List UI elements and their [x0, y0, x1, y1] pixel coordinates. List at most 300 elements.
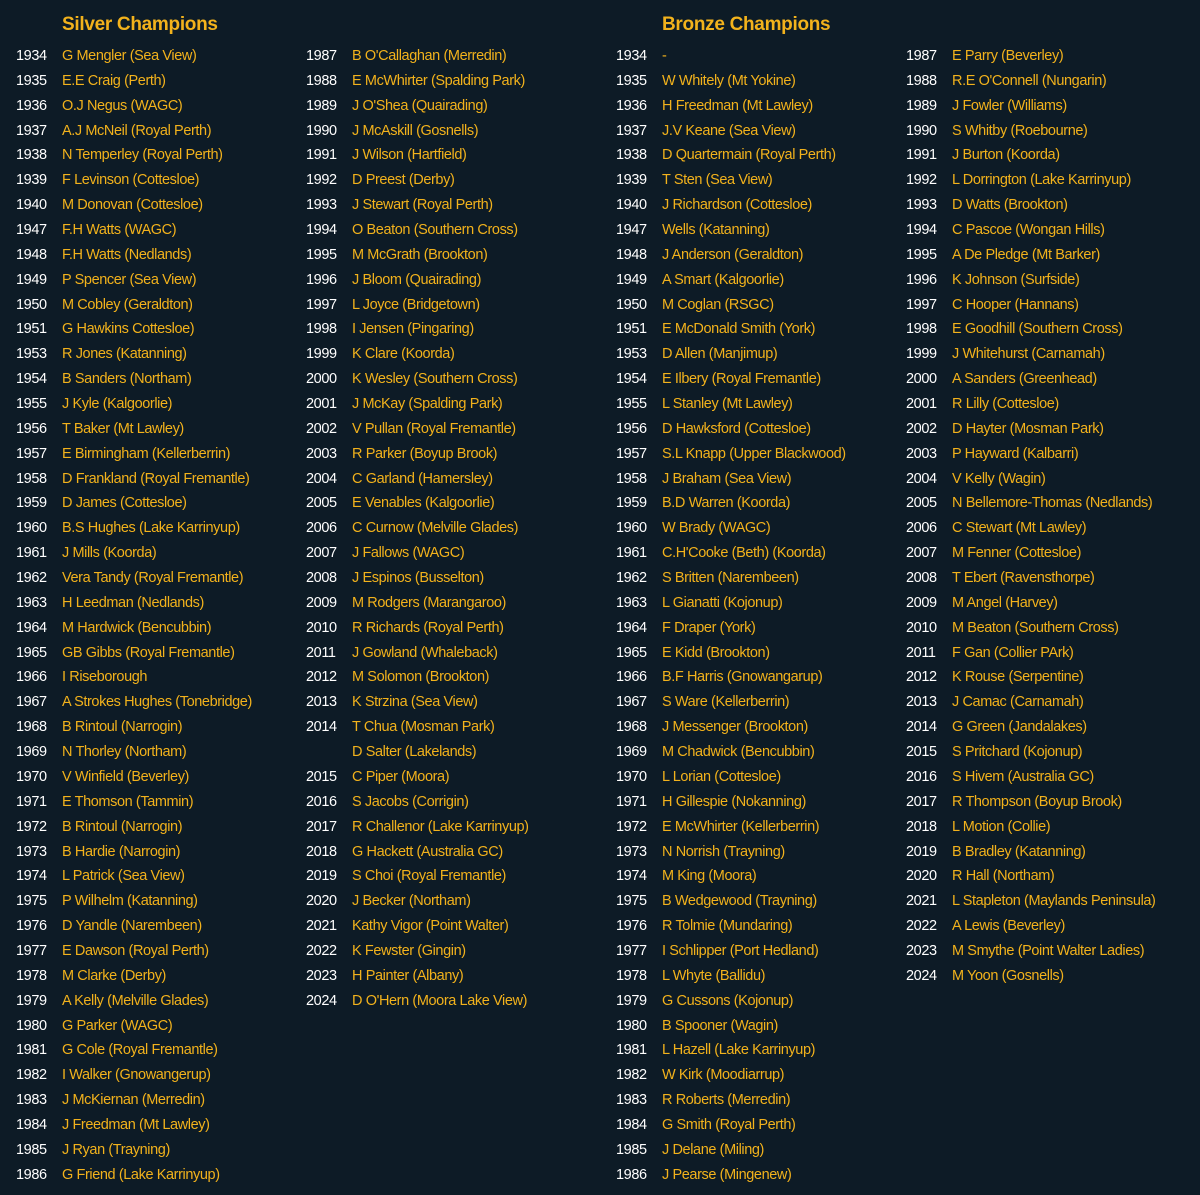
champion-row: [616, 69, 846, 94]
champion-name: D Preest (Derby): [352, 172, 455, 189]
champion-name: S Pritchard (Kojonup): [952, 744, 1083, 761]
champion-name: S Whitby (Roebourne): [952, 122, 1088, 139]
champion-year: 1965: [616, 644, 647, 661]
champion-row: [306, 790, 529, 815]
champion-row: [906, 44, 1155, 69]
champion-name: B Hardie (Narrogin): [62, 843, 181, 860]
champion-row: [16, 516, 252, 541]
champion-name: F Draper (York): [662, 619, 756, 636]
champion-row: [306, 44, 529, 69]
champion-year: 1947: [616, 222, 647, 239]
champion-name: W Kirk (Moodiarrup): [662, 1067, 785, 1084]
champion-name: J Wilson (Hartfield): [352, 147, 467, 164]
champion-year: 1978: [16, 967, 47, 984]
champion-year: 1955: [616, 396, 647, 413]
champion-year: 2000: [306, 371, 337, 388]
champion-year: 2012: [906, 669, 937, 686]
champion-row: [16, 566, 252, 591]
champion-year: 1983: [16, 1092, 47, 1109]
champion-name: R Hall (Northam): [952, 868, 1055, 885]
champion-year: 1975: [616, 893, 647, 910]
champion-name: J Anderson (Geraldton): [662, 246, 804, 263]
champion-row: [306, 442, 529, 467]
champion-year: 1957: [16, 445, 47, 462]
champion-name: I Riseborough: [62, 669, 148, 686]
champion-row: [16, 69, 252, 94]
champion-name: A De Pledge (Mt Barker): [952, 246, 1100, 263]
champion-row: [616, 218, 846, 243]
champion-year: 1986: [616, 1166, 647, 1183]
champion-name: Kathy Vigor (Point Walter): [352, 918, 509, 935]
champion-name: G Parker (WAGC): [62, 1017, 173, 1034]
champion-row: [306, 417, 529, 442]
champion-year: 1995: [906, 246, 937, 263]
champion-row: [306, 616, 529, 641]
champion-name: E.E Craig (Perth): [62, 72, 166, 89]
champion-year: 1993: [906, 197, 937, 214]
champion-year: 1997: [906, 296, 937, 313]
champion-row: [16, 417, 252, 442]
champion-row: [16, 641, 252, 666]
champion-name: V Winfield (Beverley): [62, 768, 189, 785]
champion-name: T Baker (Mt Lawley): [62, 420, 184, 437]
champion-name: R Challenor (Lake Karrinyup): [352, 818, 529, 835]
champion-row: [616, 1014, 846, 1039]
champion-name: M Angel (Harvey): [952, 594, 1058, 611]
champion-row: [616, 1163, 846, 1188]
champion-name: A Kelly (Melville Glades): [62, 992, 209, 1009]
champion-year: 1968: [16, 719, 47, 736]
champion-name: J Stewart (Royal Perth): [352, 197, 493, 214]
champion-year: 1938: [616, 147, 647, 164]
champion-name: M Rodgers (Marangaroo): [352, 594, 506, 611]
champion-year: 2022: [906, 918, 937, 935]
champion-row: [16, 840, 252, 865]
champion-name: E Venables (Kalgoorlie): [352, 495, 495, 512]
champion-name: B.F Harris (Gnowangarup): [662, 669, 823, 686]
champion-name: L Lorian (Cottesloe): [662, 768, 781, 785]
champion-row: [306, 317, 529, 342]
champion-name: L Stanley (Mt Lawley): [662, 396, 793, 413]
champion-row: [906, 914, 1155, 939]
champion-name: L Whyte (Ballidu): [662, 967, 766, 984]
champion-row: [16, 491, 252, 516]
champion-row: [616, 168, 846, 193]
champion-year: 1996: [306, 271, 337, 288]
champion-name: F.H Watts (WAGC): [62, 222, 177, 239]
champion-year: 1988: [306, 72, 337, 89]
champion-row: [616, 1138, 846, 1163]
champion-year: 1950: [616, 296, 647, 313]
champion-row: [306, 641, 529, 666]
champion-name: N Temperley (Royal Perth): [62, 147, 223, 164]
champion-name: F.H Watts (Nedlands): [62, 246, 192, 263]
champion-row: [306, 243, 529, 268]
champion-row: [616, 541, 846, 566]
champion-row: [16, 94, 252, 119]
champion-year: 1990: [306, 122, 337, 139]
champion-row: [616, 864, 846, 889]
champion-row: [906, 143, 1155, 168]
champion-row: [906, 616, 1155, 641]
champion-name: W Whitely (Mt Yokine): [662, 72, 796, 89]
champion-name: G Cussons (Kojonup): [662, 992, 794, 1009]
champion-name: R Tolmie (Mundaring): [662, 918, 793, 935]
champion-name: J Richardson (Cottesloe): [662, 197, 812, 214]
champion-name: E Thomson (Tammin): [62, 793, 194, 810]
champion-year: 2023: [306, 967, 337, 984]
champion-year: 2011: [306, 644, 336, 661]
champion-name: V Pullan (Royal Fremantle): [352, 420, 516, 437]
champion-name: S Ware (Kellerberrin): [662, 694, 790, 711]
champion-year: 1970: [616, 768, 647, 785]
champion-year: 1971: [16, 793, 47, 810]
champion-year: 1969: [16, 744, 47, 761]
champion-year: 2000: [906, 371, 937, 388]
champion-row: [616, 44, 846, 69]
champion-row: [616, 591, 846, 616]
champion-year: 1978: [616, 967, 647, 984]
champion-row: [16, 616, 252, 641]
champion-row: [616, 516, 846, 541]
champion-row: [906, 516, 1155, 541]
champion-name: V Kelly (Wagin): [952, 470, 1046, 487]
champion-row: [306, 367, 529, 392]
champion-name: E McWhirter (Kellerberrin): [662, 818, 820, 835]
champion-year: 2009: [306, 594, 337, 611]
champion-name: R Jones (Katanning): [62, 346, 187, 363]
champion-row: [616, 1113, 846, 1138]
champion-name: B Rintoul (Narrogin): [62, 818, 183, 835]
champion-row: [306, 491, 529, 516]
champion-year: 1939: [616, 172, 647, 189]
champion-name: J Mills (Koorda): [62, 545, 157, 562]
champion-name: M McGrath (Brookton): [352, 246, 488, 263]
champion-row: [306, 939, 529, 964]
champion-row: [906, 765, 1155, 790]
champion-name: R Thompson (Boyup Brook): [952, 793, 1122, 810]
champion-year: 1958: [616, 470, 647, 487]
champion-year: 1969: [616, 744, 647, 761]
champion-row: [616, 840, 846, 865]
champion-year: 2004: [306, 470, 337, 487]
champion-row: [16, 1014, 252, 1039]
champion-row: [16, 1063, 252, 1088]
champion-row: [906, 193, 1155, 218]
champion-row: [906, 268, 1155, 293]
champion-year: 1977: [16, 942, 47, 959]
champion-year: 2023: [906, 942, 937, 959]
champion-row: [906, 939, 1155, 964]
bronze-champions-title: Bronze Champions: [662, 14, 831, 35]
champion-year: 2021: [306, 918, 337, 935]
champion-name: E McWhirter (Spalding Park): [352, 72, 525, 89]
champion-year: 1994: [906, 222, 937, 239]
champion-row: [906, 342, 1155, 367]
champion-row: [16, 218, 252, 243]
champion-year: 1936: [616, 97, 647, 114]
champion-row: [16, 541, 252, 566]
champion-row: [306, 665, 529, 690]
champion-name: K Rouse (Serpentine): [952, 669, 1084, 686]
champion-row: [906, 243, 1155, 268]
champion-year: 2016: [906, 768, 937, 785]
champion-row: [616, 1063, 846, 1088]
champion-row: [906, 690, 1155, 715]
champion-name: M Smythe (Point Walter Ladies): [952, 942, 1145, 959]
champion-name: L Stapleton (Maylands Peninsula): [952, 893, 1156, 910]
champion-row: [906, 740, 1155, 765]
champion-name: J Braham (Sea View): [662, 470, 792, 487]
champion-row: [16, 765, 252, 790]
champion-row: [306, 715, 529, 740]
champion-year: 2013: [306, 694, 337, 711]
champion-year: 2014: [306, 719, 337, 736]
champion-name: C Pascoe (Wongan Hills): [952, 222, 1105, 239]
champion-name: K Strzina (Sea View): [352, 694, 478, 711]
champion-row: [16, 591, 252, 616]
champion-year: 1961: [16, 545, 47, 562]
champion-row: [306, 541, 529, 566]
champion-row: [616, 889, 846, 914]
champion-year: 2001: [306, 396, 337, 413]
champion-year: 1990: [906, 122, 937, 139]
champion-row: [16, 268, 252, 293]
champion-row: [306, 168, 529, 193]
champion-name: B Spooner (Wagin): [662, 1017, 778, 1034]
champion-year: 2017: [306, 818, 337, 835]
champion-name: J Fowler (Williams): [952, 97, 1067, 114]
champion-year: 1999: [306, 346, 337, 363]
champion-name: J Fallows (WAGC): [352, 545, 465, 562]
champion-row: [16, 740, 252, 765]
champion-name: H Gillespie (Nokanning): [662, 793, 806, 810]
champion-year: 2017: [906, 793, 937, 810]
champion-year: 2009: [906, 594, 937, 611]
champion-name: B Sanders (Northam): [62, 371, 192, 388]
champion-year: 1937: [616, 122, 647, 139]
champion-year: 1948: [16, 246, 47, 263]
champion-name: D Hawksford (Cottesloe): [662, 420, 811, 437]
champion-row: [306, 964, 529, 989]
champion-row: [906, 491, 1155, 516]
champion-name: E Parry (Beverley): [952, 48, 1064, 64]
champion-row: [906, 964, 1155, 989]
champion-name: C Garland (Hamersley): [352, 470, 493, 487]
champion-year: 1972: [616, 818, 647, 835]
champion-row: [906, 591, 1155, 616]
champion-year: 2024: [906, 967, 937, 984]
champion-name: J Delane (Miling): [662, 1141, 764, 1158]
champion-row: [616, 293, 846, 318]
champion-name: -: [662, 48, 667, 64]
champion-year: 1965: [16, 644, 47, 661]
champion-year: 2006: [906, 520, 937, 537]
champion-year: 1979: [616, 992, 647, 1009]
champion-row: [906, 889, 1155, 914]
champion-year: 1981: [616, 1042, 647, 1059]
champion-year: 2015: [306, 768, 337, 785]
champion-row: [16, 442, 252, 467]
champion-row: [16, 914, 252, 939]
champion-row: [906, 715, 1155, 740]
champion-year: 1980: [616, 1017, 647, 1034]
champion-name: M Hardwick (Bencubbin): [62, 619, 212, 636]
champion-name: B Wedgewood (Trayning): [662, 893, 817, 910]
champion-year: 1987: [306, 48, 337, 64]
champion-row: [616, 1038, 846, 1063]
champion-name: E Kidd (Brookton): [662, 644, 770, 661]
champion-year: 2014: [906, 719, 937, 736]
champion-year: 1973: [616, 843, 647, 860]
champion-year: 1949: [16, 271, 47, 288]
champion-row: [16, 293, 252, 318]
champion-row: [906, 94, 1155, 119]
champion-name: R Richards (Royal Perth): [352, 619, 504, 636]
champion-year: 2010: [306, 619, 337, 636]
champion-name: L Motion (Collie): [952, 818, 1051, 835]
champion-year: 1957: [616, 445, 647, 462]
champion-year: 1967: [16, 694, 47, 711]
champion-row: [616, 193, 846, 218]
champion-year: 1993: [306, 197, 337, 214]
champion-name: C Piper (Moora): [352, 768, 450, 785]
champion-year: 1989: [306, 97, 337, 114]
champion-year: 1972: [16, 818, 47, 835]
champion-year: 1971: [616, 793, 647, 810]
champion-year: 1947: [16, 222, 47, 239]
champion-row: [616, 268, 846, 293]
champion-year: 1989: [906, 97, 937, 114]
champion-year: 1963: [16, 594, 47, 611]
champion-year: 1953: [616, 346, 647, 363]
champion-name: N Bellemore-Thomas (Nedlands): [952, 495, 1153, 512]
champion-year: 1949: [616, 271, 647, 288]
champion-row: [306, 69, 529, 94]
champion-row: [16, 715, 252, 740]
champion-year: 1953: [16, 346, 47, 363]
champion-name: I Schlipper (Port Hedland): [662, 942, 819, 959]
champion-year: 1974: [16, 868, 47, 885]
champion-name: T Chua (Mosman Park): [352, 719, 495, 736]
champion-name: A Lewis (Beverley): [952, 918, 1065, 935]
champion-row: [16, 168, 252, 193]
champion-name: P Hayward (Kalbarri): [952, 445, 1079, 462]
champion-row: [16, 1163, 252, 1188]
champion-year: 1992: [306, 172, 337, 189]
champion-year: 1967: [616, 694, 647, 711]
champion-year: 1934: [16, 48, 47, 64]
champion-name: Wells (Katanning): [662, 222, 770, 239]
champion-year: 1951: [616, 321, 647, 338]
champion-year: 2008: [306, 570, 337, 587]
champion-name: R Lilly (Cottesloe): [952, 396, 1059, 413]
champion-row: [306, 218, 529, 243]
champion-name: N Thorley (Northam): [62, 744, 187, 761]
champion-row: [306, 815, 529, 840]
champion-year: 1984: [16, 1116, 47, 1133]
champion-name: J Messenger (Brookton): [662, 719, 808, 736]
champion-year: 2004: [906, 470, 937, 487]
champion-year: 1961: [616, 545, 647, 562]
champion-row: [616, 467, 846, 492]
champion-year: 1960: [16, 520, 47, 537]
champion-name: L Hazell (Lake Karrinyup): [662, 1042, 816, 1059]
champion-name: I Jensen (Pingaring): [352, 321, 474, 338]
champion-name: L Gianatti (Kojonup): [662, 594, 783, 611]
champion-name: D Frankland (Royal Fremantle): [62, 470, 250, 487]
champion-year: 1950: [16, 296, 47, 313]
champion-row: [16, 690, 252, 715]
champion-year: 1968: [616, 719, 647, 736]
champion-name: A Smart (Kalgoorlie): [662, 271, 784, 288]
champion-name: M Donovan (Cottesloe): [62, 197, 203, 214]
champion-row: [306, 342, 529, 367]
champion-name: L Patrick (Sea View): [62, 868, 185, 885]
champion-name: C Stewart (Mt Lawley): [952, 520, 1087, 537]
champion-row: [306, 516, 529, 541]
champion-year: 2022: [306, 942, 337, 959]
champion-row: [906, 119, 1155, 144]
champion-name: M Fenner (Cottesloe): [952, 545, 1081, 562]
champion-name: L Dorrington (Lake Karrinyup): [952, 172, 1131, 189]
champion-row: [16, 193, 252, 218]
champion-year: 1995: [306, 246, 337, 263]
champion-name: D Yandle (Narembeen): [62, 918, 202, 935]
champion-name: R Parker (Boyup Brook): [352, 445, 498, 462]
champion-name: P Spencer (Sea View): [62, 271, 197, 288]
champion-year: 1938: [16, 147, 47, 164]
champion-year: 2024: [306, 992, 337, 1009]
champion-year: 2002: [906, 420, 937, 437]
champion-name: T Ebert (Ravensthorpe): [952, 570, 1095, 587]
champion-row: [16, 939, 252, 964]
champion-row: [616, 566, 846, 591]
champion-row: [306, 268, 529, 293]
champion-row: [16, 1088, 252, 1113]
champion-row: [616, 367, 846, 392]
champion-name: D James (Cottesloe): [62, 495, 187, 512]
champion-row: [616, 94, 846, 119]
champion-name: A Strokes Hughes (Tonebridge): [62, 694, 252, 711]
champion-name: E Goodhill (Southern Cross): [952, 321, 1123, 338]
champion-name: G Cole (Royal Fremantle): [62, 1042, 218, 1059]
champion-year: 1960: [616, 520, 647, 537]
champion-name: G Hackett (Australia GC): [352, 843, 503, 860]
champion-year: 1939: [16, 172, 47, 189]
champion-name: M Chadwick (Bencubbin): [662, 744, 815, 761]
champion-year: 2019: [306, 868, 337, 885]
champion-name: J Burton (Koorda): [952, 147, 1060, 164]
champion-year: 1981: [16, 1042, 47, 1059]
champion-row: [616, 392, 846, 417]
champion-year: 2015: [906, 744, 937, 761]
champion-row: [16, 665, 252, 690]
champion-year: 1983: [616, 1092, 647, 1109]
champion-row: [306, 864, 529, 889]
champion-name: F Levinson (Cottesloe): [62, 172, 200, 189]
champion-name: J Becker (Northam): [352, 893, 471, 910]
champion-row: [306, 690, 529, 715]
champion-row: [306, 840, 529, 865]
champion-row: [616, 765, 846, 790]
champion-row: [306, 765, 529, 790]
champion-year: 2001: [906, 396, 937, 413]
champion-year: [306, 740, 352, 765]
champion-row: [16, 1113, 252, 1138]
champion-name: J McKiernan (Merredin): [62, 1092, 205, 1109]
champion-year: 1999: [906, 346, 937, 363]
